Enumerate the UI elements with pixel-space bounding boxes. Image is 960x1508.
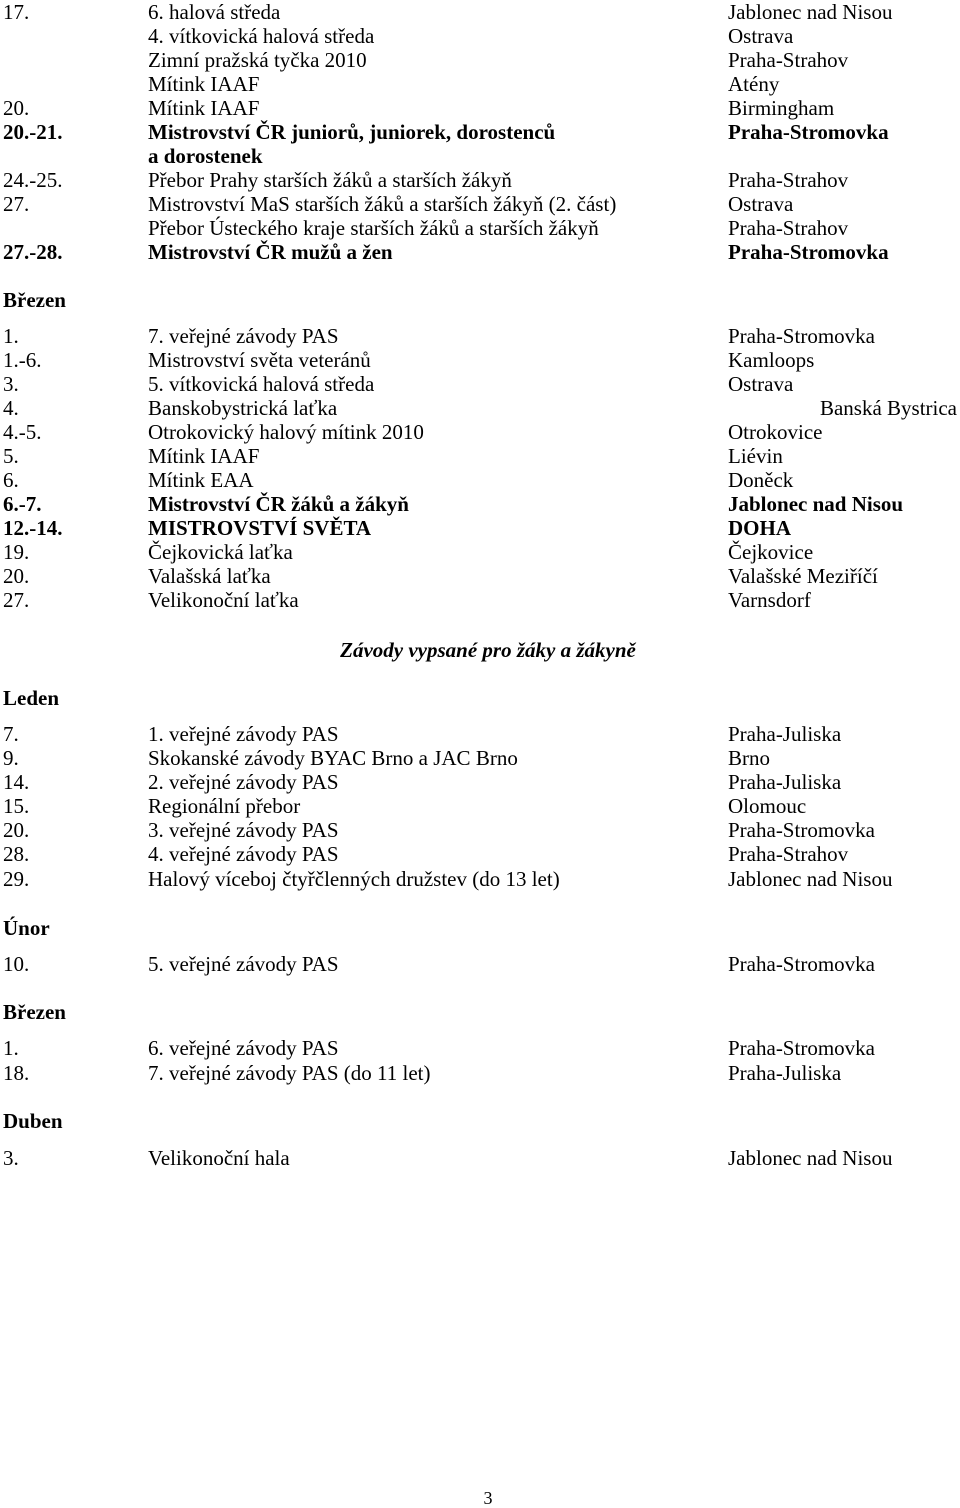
- table-row: [0, 48, 960, 72]
- event-cell: Velikonoční laťka: [148, 588, 299, 612]
- table-row: [0, 770, 960, 794]
- event-cell: Zimní pražská tyčka 2010: [148, 48, 367, 72]
- table-row: [0, 867, 960, 891]
- date-cell: 27.-28.: [3, 240, 63, 264]
- venue-cell: Praha-Strahov: [728, 842, 849, 866]
- table-row: [0, 492, 960, 516]
- month-heading-march-youth: Březen: [3, 1000, 66, 1024]
- date-cell: 5.: [3, 444, 19, 468]
- event-cell: Halový víceboj čtyřčlenných družstev (do 13 let): [148, 867, 560, 891]
- table-row: [0, 1146, 960, 1170]
- venue-cell: Kamloops: [728, 348, 815, 372]
- date-cell: 12.-14.: [3, 516, 63, 540]
- venue-cell: Atény: [728, 72, 780, 96]
- date-cell: 15.: [3, 794, 30, 818]
- venue-cell: Praha-Stromovka: [728, 120, 889, 144]
- date-cell: 27.: [3, 192, 30, 216]
- date-cell: 18.: [3, 1061, 30, 1085]
- table-row: [0, 1061, 960, 1085]
- section-subheading: Závody vypsané pro žáky a žákyně: [340, 638, 636, 662]
- date-cell: 20.-21.: [3, 120, 63, 144]
- event-cell: Mistrovství ČR juniorů, juniorek, dorostenců: [148, 120, 556, 144]
- date-cell: 6.-7.: [3, 492, 42, 516]
- event-cell: 4. vítkovická halová středa: [148, 24, 375, 48]
- date-cell: 1.: [3, 1036, 19, 1060]
- table-row: [0, 168, 960, 192]
- venue-cell: Olomouc: [728, 794, 807, 818]
- table-row: [0, 396, 960, 420]
- table-row: [0, 372, 960, 396]
- event-cell: 1. veřejné závody PAS: [148, 722, 339, 746]
- table-row: [0, 588, 960, 612]
- event-cell: Skokanské závody BYAC Brno a JAC Brno: [148, 746, 518, 770]
- venue-cell: Ostrava: [728, 192, 794, 216]
- date-cell: 27.: [3, 588, 30, 612]
- venue-cell: Liévin: [728, 444, 783, 468]
- venue-cell: Jablonec nad Nisou: [728, 492, 904, 516]
- event-cell: Mítink IAAF: [148, 444, 260, 468]
- venue-cell: Doněck: [728, 468, 794, 492]
- event-cell: 5. vítkovická halová středa: [148, 372, 375, 396]
- event-cell: 7. veřejné závody PAS: [148, 324, 339, 348]
- venue-cell: Varnsdorf: [728, 588, 811, 612]
- event-cell: Regionální přebor: [148, 794, 301, 818]
- event-cell: Mistrovství světa veteránů: [148, 348, 371, 372]
- table-row: [0, 192, 960, 216]
- page-number: 3: [483, 1488, 493, 1508]
- table-row: [0, 24, 960, 48]
- venue-cell: Jablonec nad Nisou: [728, 1146, 893, 1170]
- venue-cell: DOHA: [728, 516, 791, 540]
- event-cell: Mítink IAAF: [148, 72, 260, 96]
- venue-cell: Otrokovice: [728, 420, 823, 444]
- table-row: [0, 96, 960, 120]
- table-row: [0, 216, 960, 240]
- table-row: [0, 420, 960, 444]
- date-cell: 3.: [3, 372, 19, 396]
- table-row: [0, 794, 960, 818]
- date-cell: 4.-5.: [3, 420, 42, 444]
- date-cell: 10.: [3, 952, 30, 976]
- date-cell: 1.: [3, 324, 19, 348]
- venue-cell: Praha-Stromovka: [728, 240, 889, 264]
- event-cell: Mistrovství MaS starších žáků a starších žákyň (2. část): [148, 192, 617, 216]
- date-cell: 20.: [3, 96, 30, 120]
- event-cell: 3. veřejné závody PAS: [148, 818, 339, 842]
- venue-cell: Praha-Stromovka: [728, 952, 875, 976]
- table-row: [0, 444, 960, 468]
- table-row: [0, 1036, 960, 1060]
- date-cell: 28.: [3, 842, 30, 866]
- date-cell: 24.-25.: [3, 168, 63, 192]
- event-cell: 6. veřejné závody PAS: [148, 1036, 339, 1060]
- table-row: [0, 120, 960, 144]
- venue-cell: Praha-Strahov: [728, 48, 849, 72]
- event-cell: 5. veřejné závody PAS: [148, 952, 339, 976]
- date-cell: 20.: [3, 818, 30, 842]
- date-cell: 19.: [3, 540, 30, 564]
- date-cell: 17.: [3, 0, 30, 24]
- date-cell: 20.: [3, 564, 30, 588]
- venue-cell: Praha-Stromovka: [728, 1036, 875, 1060]
- event-cell: 6. halová středa: [148, 0, 281, 24]
- month-heading-march: Březen: [3, 288, 66, 312]
- date-cell: 9.: [3, 746, 19, 770]
- event-cell: Čejkovická laťka: [148, 540, 293, 564]
- table-row: [0, 348, 960, 372]
- table-row: [0, 144, 960, 168]
- venue-cell: Čejkovice: [728, 540, 814, 564]
- table-row: [0, 516, 960, 540]
- venue-cell: Valašské Meziříčí: [728, 564, 878, 588]
- venue-cell: Praha-Juliska: [728, 1061, 842, 1085]
- venue-cell: Praha-Stromovka: [728, 324, 875, 348]
- event-cell: Mistrovství ČR žáků a žákyň: [148, 492, 409, 516]
- date-cell: 6.: [3, 468, 19, 492]
- venue-cell: Jablonec nad Nisou: [728, 867, 893, 891]
- event-cell: a dorostenek: [148, 144, 263, 168]
- table-row: [0, 842, 960, 866]
- date-cell: 1.-6.: [3, 348, 42, 372]
- table-row: [0, 324, 960, 348]
- venue-cell: Praha-Strahov: [728, 216, 849, 240]
- venue-cell: Birmingham: [728, 96, 835, 120]
- date-cell: 4.: [3, 396, 19, 420]
- event-cell: Banskobystrická laťka: [148, 396, 338, 420]
- event-cell: Mítink EAA: [148, 468, 254, 492]
- table-row: [0, 540, 960, 564]
- event-cell: Valašská laťka: [148, 564, 271, 588]
- table-row: [0, 72, 960, 96]
- table-row: [0, 722, 960, 746]
- event-cell: Otrokovický halový mítink 2010: [148, 420, 424, 444]
- table-row: [0, 952, 960, 976]
- month-heading-january: Leden: [3, 686, 60, 710]
- event-cell: MISTROVSTVÍ SVĚTA: [148, 516, 372, 540]
- date-cell: 3.: [3, 1146, 19, 1170]
- date-cell: 14.: [3, 770, 30, 794]
- event-cell: 4. veřejné závody PAS: [148, 842, 339, 866]
- venue-cell: Jablonec nad Nisou: [728, 0, 893, 24]
- month-heading-april: Duben: [3, 1109, 63, 1133]
- event-cell: Mistrovství ČR mužů a žen: [148, 240, 393, 264]
- venue-cell: Praha-Juliska: [728, 770, 842, 794]
- event-cell: 2. veřejné závody PAS: [148, 770, 339, 794]
- venue-cell: Banská Bystrica: [819, 396, 957, 420]
- date-cell: 29.: [3, 867, 30, 891]
- table-row: [0, 468, 960, 492]
- date-cell: 7.: [3, 722, 19, 746]
- month-heading-february: Únor: [3, 916, 50, 940]
- venue-cell: Ostrava: [728, 372, 794, 396]
- venue-cell: Praha-Juliska: [728, 722, 842, 746]
- table-row: [0, 564, 960, 588]
- venue-cell: Praha-Strahov: [728, 168, 849, 192]
- table-row: [0, 240, 960, 264]
- event-cell: 7. veřejné závody PAS (do 11 let): [148, 1061, 431, 1085]
- table-row: [0, 0, 960, 24]
- event-cell: Přebor Prahy starších žáků a starších žákyň: [148, 168, 512, 192]
- table-row: [0, 746, 960, 770]
- venue-cell: Praha-Stromovka: [728, 818, 875, 842]
- venue-cell: Brno: [728, 746, 770, 770]
- event-cell: Mítink IAAF: [148, 96, 260, 120]
- table-row: [0, 818, 960, 842]
- event-cell: Velikonoční hala: [148, 1146, 290, 1170]
- venue-cell: Ostrava: [728, 24, 794, 48]
- event-cell: Přebor Ústeckého kraje starších žáků a starších žákyň: [148, 216, 599, 240]
